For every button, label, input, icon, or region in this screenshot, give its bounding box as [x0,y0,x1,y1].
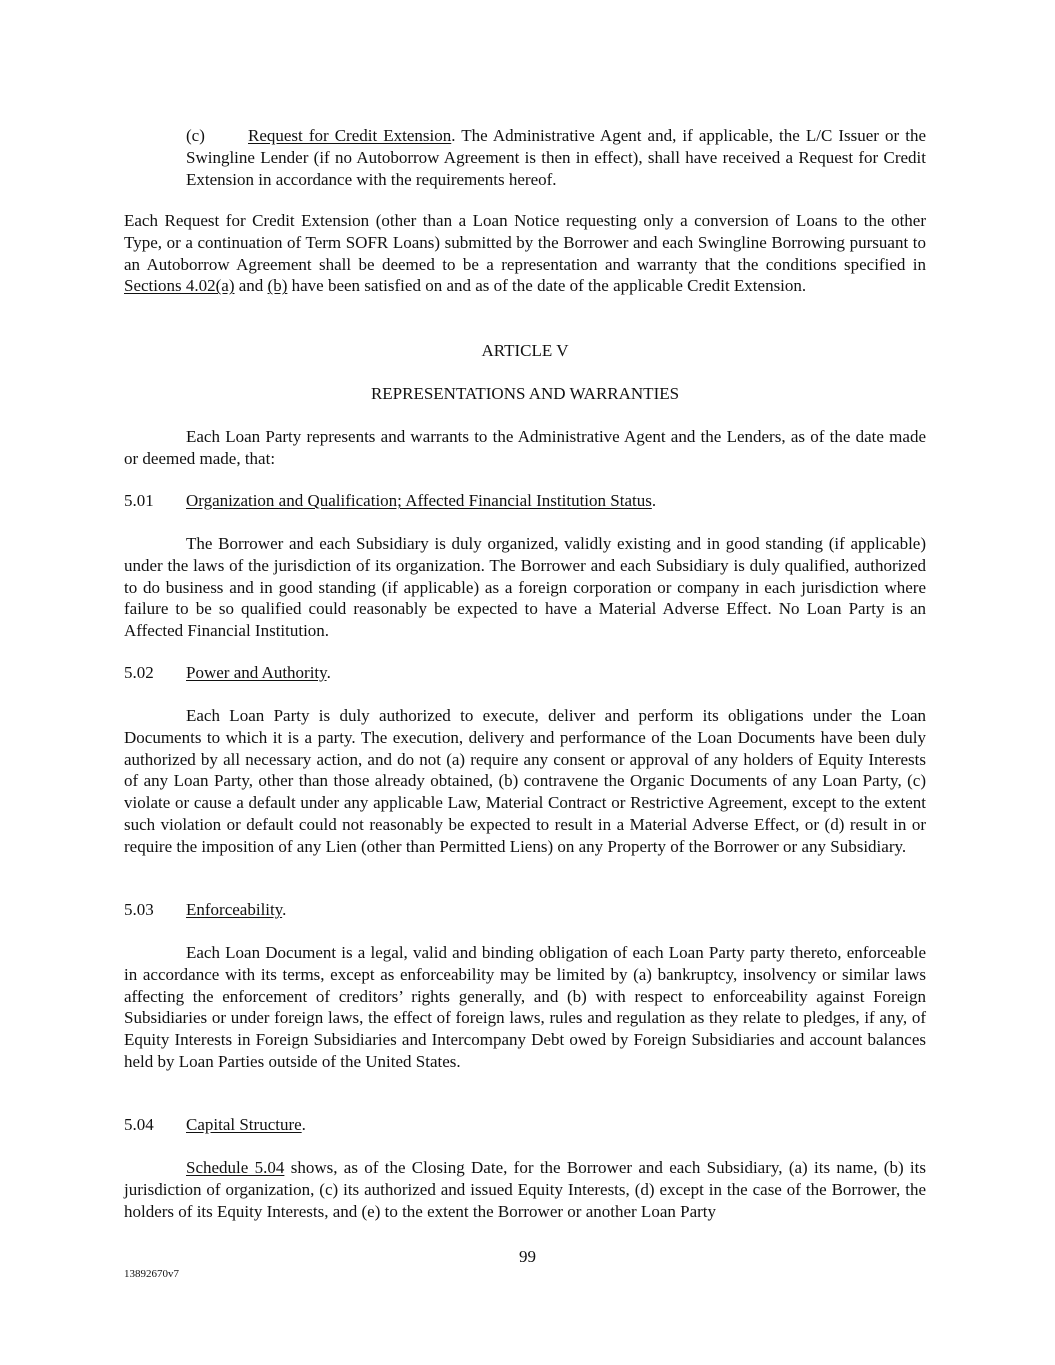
document-id: 13892670v7 [124,1268,179,1280]
section-title: Enforceability [186,900,283,919]
sections-4-02a-link[interactable]: Sections 4.02(a) [124,276,235,296]
clause-title-period: . [451,126,456,145]
section-b-link[interactable]: (b) [267,276,288,296]
text-run: Each Request for Credit Extension (other than a Loan Notice requesting only a conversion of Loans to the other Type, or a continuation of Term SOFR Loans) submitted by the Borrower and each Swingline Borrowing pursuant to an Autoborrow Agreement shall be deemed to be a representation and warranty that the conditions specified in [124,211,926,274]
section-title: Organization and Qualification; Affected Financial Institution Status [186,491,652,510]
section-5-03-heading [124,899,926,921]
section-5-01-body: The Borrower and each Subsidiary is duly organized, validly existing and in good standing (if applicable) under the laws of the jurisdiction of its organization. The Borrower and each Subsidiary is duly qualified, authorized to do business and in good standing (if applicable) as a foreign corporation or company in each jurisdiction where failure to be so qualified could reasonably be expected to have a Material Adverse Effect. No Loan Party is an Affected Financial Institution. [124,534,926,641]
text-run: have been satisfied on and as of the date of the applicable Credit Extension. [287,276,807,296]
schedule-5-04-link[interactable]: Schedule 5.04 [186,1158,285,1177]
section-5-02-heading [124,662,926,684]
section-5-02-body: Each Loan Party is duly authorized to execute, deliver and perform its obligations under the Loan Documents to which it is a party. The execution, delivery and performance of the Loan Documents have been duly authorized by all necessary action, and do not (a) require any consent or approval of any holders of Equity Interests of any Loan Party, other than those already obtained, (b) contravene the Organic Documents of any Loan Party, (c) violate or cause a default under any applicable Law, Material Contract or Restrictive Agreement, except to the extent such violation or default could not reasonably be expected to result in a Material Adverse Effect, or (d) result in or require the imposition of any Lien (other than Permitted Liens) on any Property of the Borrower or any Subsidiary. [124,706,926,856]
section-5-04-body [124,1157,926,1222]
section-5-04-heading [124,1114,926,1136]
section-title-period: . [282,900,287,919]
section-number: 5.03 [124,900,154,919]
section-title-period: . [326,663,331,682]
clause-label: (c) [186,126,205,145]
page-number: 99 [519,1247,536,1266]
article-number: ARTICLE V [481,341,569,360]
article-title: REPRESENTATIONS AND WARRANTIES [370,384,680,403]
section-number: 5.01 [124,491,154,510]
section-5-03-body: Each Loan Document is a legal, valid and binding obligation of each Loan Party party thereto, enforceable in accordance with its terms, except as enforceability may be limited by (a) bankruptcy, insolvency or similar laws affecting the enforcement of creditors’ rights generally, and (b) with respect to enforceability against Foreign Subsidiaries or under foreign laws, the effect of foreign laws, rules and regulation as they relate to pledges, if any, of Equity Interests in Foreign Subsidiaries and Intercompany Debt owed by Foreign Subsidiaries and account balances held by Loan Parties outside of the United States. [124,943,926,1071]
section-number: 5.04 [124,1115,154,1134]
paragraph-c [186,125,926,190]
paragraph-each-request [124,210,926,297]
section-5-01-heading [124,490,926,512]
section-title: Capital Structure [186,1115,302,1134]
text-run: shows, as of the Closing Date, for the Borrower and each Subsidiary, (a) its name, (b) its jurisdiction of organization, (c) its authorized and issued Equity Interests, (d) except in the case of the Borrower, the holders of its Equity Interests, and (e) to the extent the Borrower or another Loan Party [124,1158,926,1221]
clause-text: The Administrative Agent and, if applicable, the L/C Issuer or the Swingline Lender (if no Autoborrow Agreement is then in effect), shall have received a Request for Credit Extension in accordance with the requirements hereof. [186,126,926,189]
section-title-period: . [301,1115,306,1134]
section-title-period: . [651,491,657,510]
text-run: and [234,276,268,296]
section-number: 5.02 [124,663,154,682]
article-intro: Each Loan Party represents and warrants to the Administrative Agent and the Lenders, as of the date made or deemed made, that: [124,427,926,468]
clause-title: Request for Credit Extension [248,126,452,145]
section-title: Power and Authority [186,663,327,682]
